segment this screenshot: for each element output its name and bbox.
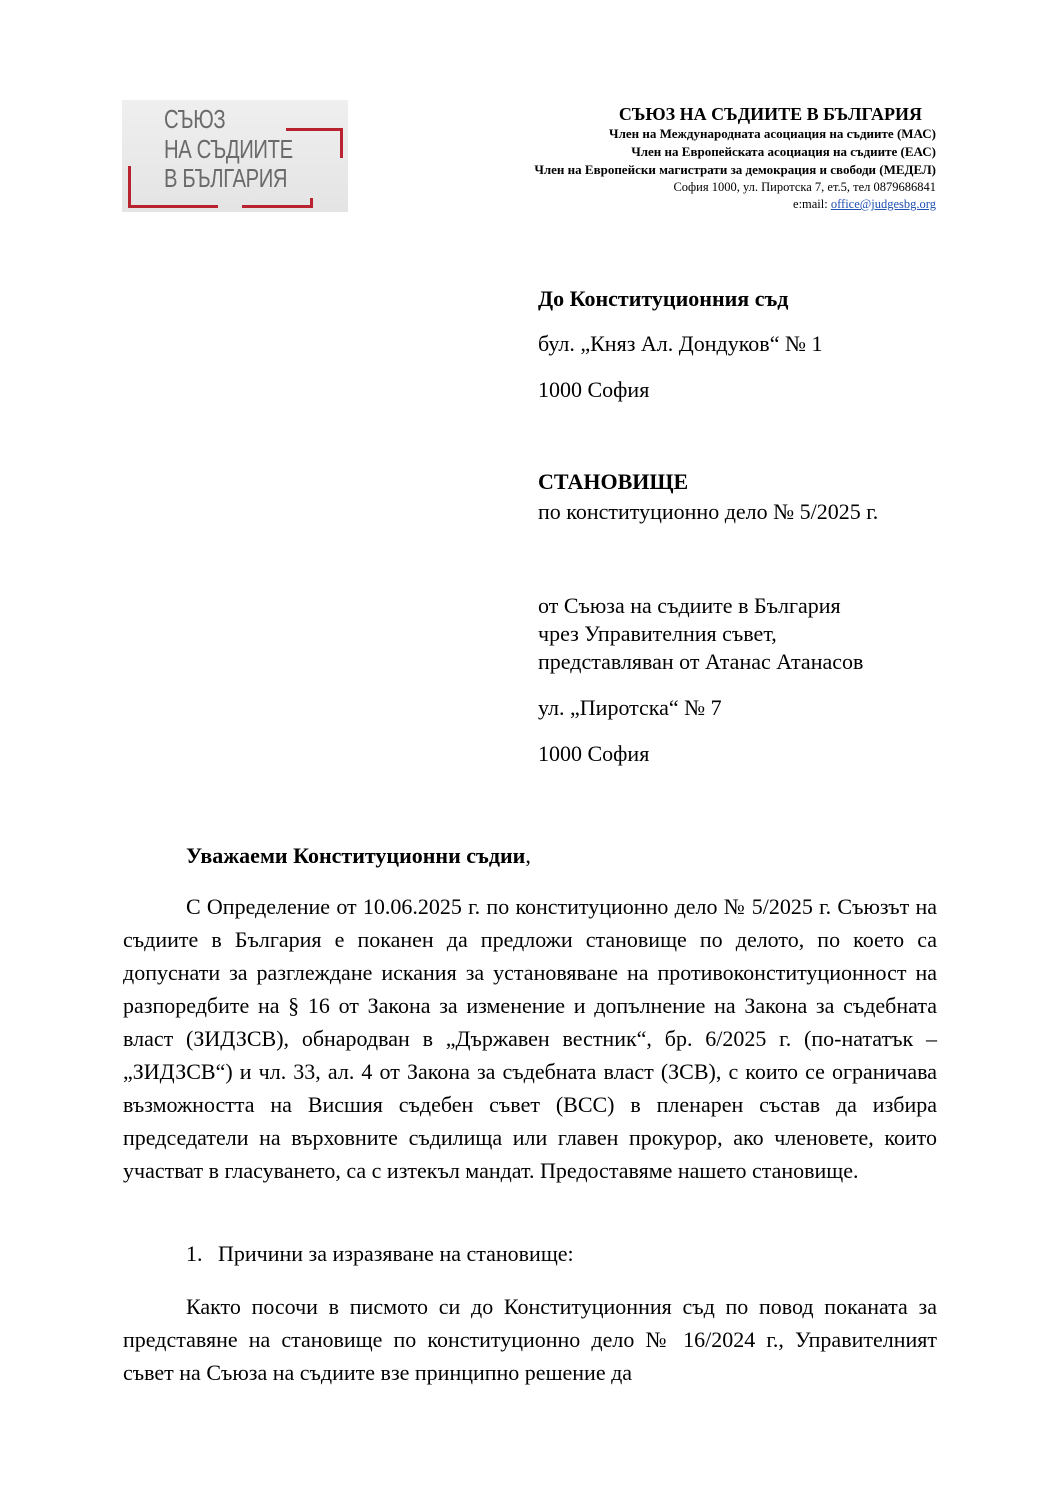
recipient-city: 1000 София	[538, 377, 650, 402]
sender-city: 1000 София	[538, 741, 650, 766]
logo-accent	[242, 205, 313, 208]
paragraph-2: Както посочи в писмото си до Конституционния съд по повод поканата за представяне на становище по конституционно дело № 16/2024 г., Управителният съвет на Съюза на съдиите взе принципно решение да	[123, 1294, 937, 1385]
salutation-comma: ,	[525, 843, 531, 868]
section-heading	[186, 1240, 574, 1268]
org-address: София 1000, ул. Пиротска 7, ет.5, тел 0879686841	[673, 180, 936, 194]
recipient-street: бул. „Княз Ал. Дондуков“ № 1	[538, 331, 823, 356]
logo-accent	[286, 128, 342, 131]
org-name: СЪЮЗ НА СЪДИИТЕ В БЪЛГАРИЯ	[618, 104, 922, 124]
membership-line: Член на Международната асоциация на съдиите (МАС)	[609, 126, 936, 141]
logo-accent	[128, 205, 218, 208]
logo-line-2: НА СЪДИИТЕ	[164, 134, 293, 164]
sender-street: ул. „Пиротска“ № 7	[538, 695, 722, 720]
membership-line: Член на Европейската асоциация на съдиите (ЕАС)	[631, 144, 936, 159]
sender-line: чрез Управителния съвет,	[538, 621, 777, 646]
salutation-text: Уважаеми Конституционни съдии	[186, 843, 526, 868]
logo-line-1: СЪЮЗ	[164, 104, 226, 134]
org-email-line	[534, 196, 936, 212]
logo-accent	[128, 166, 131, 208]
email-prefix: e:mail:	[793, 197, 831, 211]
document-subtitle: по конституционно дело № 5/2025 г.	[538, 499, 879, 524]
email-link[interactable]: office@judgesbg.org	[830, 197, 936, 211]
logo-accent	[340, 128, 343, 158]
paragraph-1: С Определение от 10.06.2025 г. по конституционно дело № 5/2025 г. Съюзът на съдиите в България е поканен да предложи становище по делото, по което са допуснати за разглеждане искания за установяване на противоконституционност на разпоредбите на § 16 от Закона за изменение и допълнение на Закона за съдебната власт (ЗИДЗСВ), обнародван в „Държавен вестник“, бр. 6/2025 г. (по-нататък – „ЗИДЗСВ“) и чл. 33, ал. 4 от Закона за съдебната власт (ЗСВ), с които се ограничава възможността на Висшия съдебен съвет (ВСС) в пленарен състав да избира председатели на върховните съдилища или главен прокурор, ако членовете, които участват в гласуването, са с изтекъл мандат. Предоставяме нашето становище.	[123, 894, 937, 1183]
recipient-name: До Конституционния съд	[538, 286, 789, 311]
letterhead	[534, 103, 936, 212]
membership-line: Член на Европейски магистрати за демокрация и свободи (МЕДЕЛ)	[534, 162, 936, 177]
salutation	[186, 842, 531, 870]
sender-line: представляван от Атанас Атанасов	[538, 649, 864, 674]
union-logo	[122, 100, 348, 212]
section-number: 1.	[186, 1241, 203, 1266]
logo-line-3: В БЪЛГАРИЯ	[164, 163, 288, 193]
document-title: СТАНОВИЩЕ	[538, 469, 689, 494]
section-title: Причини за изразяване на становище:	[218, 1241, 574, 1266]
sender-line: от Съюза на съдиите в България	[538, 593, 841, 618]
